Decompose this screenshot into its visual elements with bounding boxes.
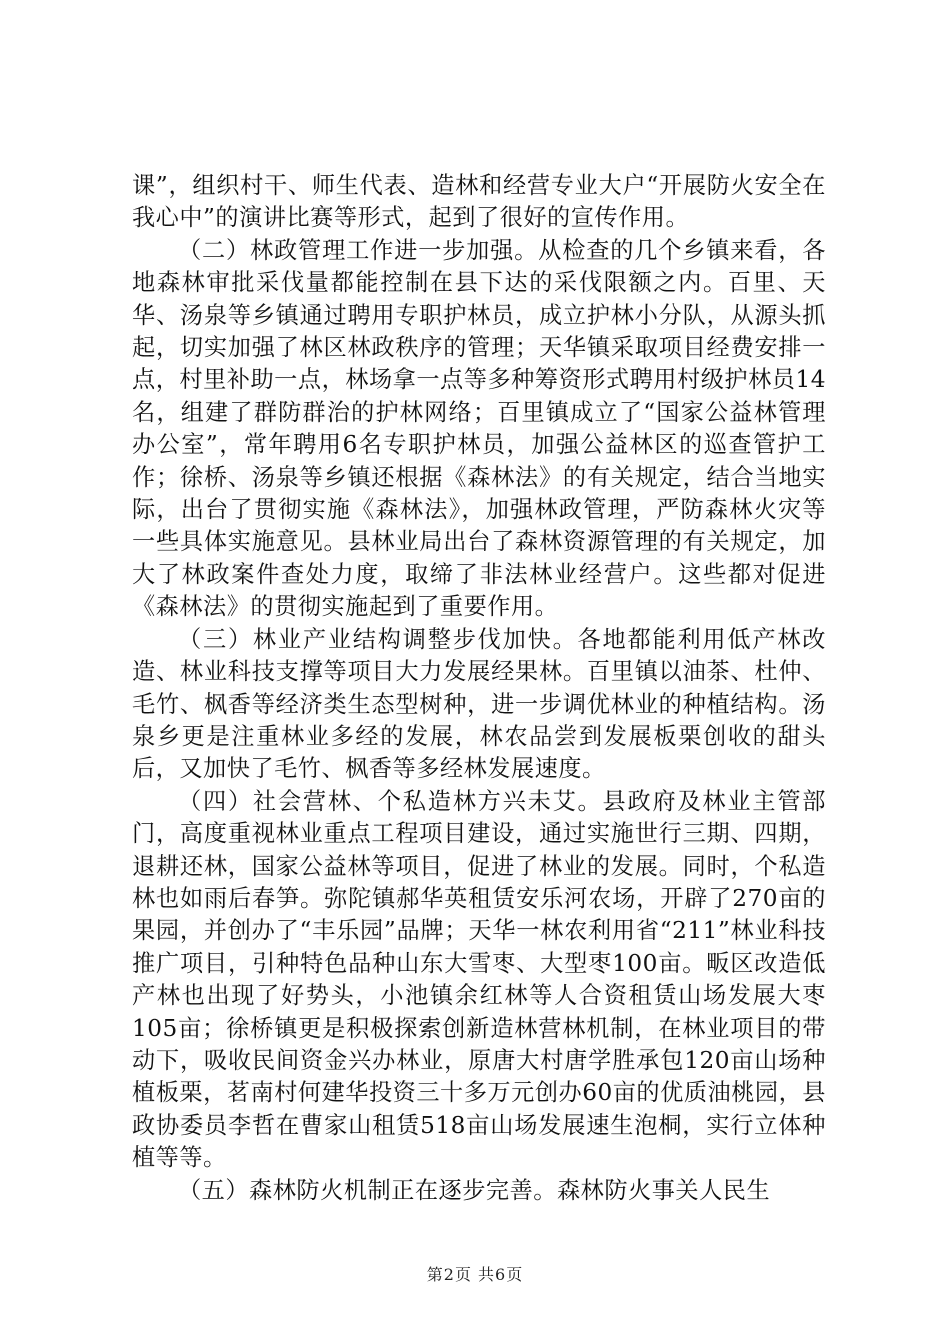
document-body bbox=[132, 170, 826, 1207]
paragraph-forestry-administration: （二）林政管理工作进一步加强。从检查的几个乡镇来看，各地森林审批采伐量都能控制在县下达的采伐限额之内。百里、天华、汤泉等乡镇通过聘用专职护林员，成立护林小分队，从源头抓起，切实加强了林区林政秩序的管理；天华镇采取项目经费安排一点，村里补助一点，林场拿一点等多种筹资形式聘用村级护林员14名，组建了群防群治的护林网络；百里镇成立了“国家公益林管理办公室”，常年聘用6名专职护林员，加强公益林区的巡查管护工作；徐桥、汤泉等乡镇还根据《森林法》的有关规定，结合当地实际，出台了贯彻实施《森林法》，加强林政管理，严防森林火灾等一些具体实施意见。县林业局出台了森林资源管理的有关规定，加大了林政案件查处力度，取缔了非法林业经营户。这些都对促进《森林法》的贯彻实施起到了重要作用。 bbox=[132, 236, 826, 621]
paragraph-private-afforestation: （四）社会营林、个私造林方兴未艾。县政府及林业主管部门，高度重视林业重点工程项目建设，通过实施世行三期、四期，退耕还林，国家公益林等项目，促进了林业的发展。同时，个私造林也如雨后春笋。弥陀镇郝华英租赁安乐河农场，开辟了270亩的果园，并创办了“丰乐园”品牌；天华一林农利用省“211”林业科技推广项目，引种特色品种山东大雪枣、大型枣100亩。畈区改造低产林也出现了好势头，小池镇余红林等人合资租赁山场发展大枣105亩；徐桥镇更是积极探索创新造林营林机制，在林业项目的带动下，吸收民间资金兴办林业，原唐大村唐学胜承包120亩山场种植板栗，茗南村何建华投资三十多万元创办60亩的优质油桃园，县政协委员李哲在曹家山租赁518亩山场发展速生泡桐，实行立体种植等等。 bbox=[132, 787, 826, 1172]
paragraph-continuation: 课”，组织村干、师生代表、造林和经营专业大户“开展防火安全在我心中”的演讲比赛等形式，起到了很好的宣传作用。 bbox=[132, 172, 826, 232]
paragraph-industry-structure: （三）林业产业结构调整步伐加快。各地都能利用低产林改造、林业科技支撑等项目大力发展经果林。百里镇以油茶、杜仲、毛竹、枫香等经济类生态型树种，进一步调优林业的种植结构。汤泉乡更是注重林业多经的发展，林农品尝到发展板栗创收的甜头后，又加快了毛竹、枫香等多经林发展速度。 bbox=[132, 625, 826, 783]
page-footer: 第2页 共6页 bbox=[426, 1265, 524, 1284]
paragraph-fire-prevention: （五）森林防火机制正在逐步完善。森林防火事关人民生 bbox=[178, 1176, 771, 1204]
